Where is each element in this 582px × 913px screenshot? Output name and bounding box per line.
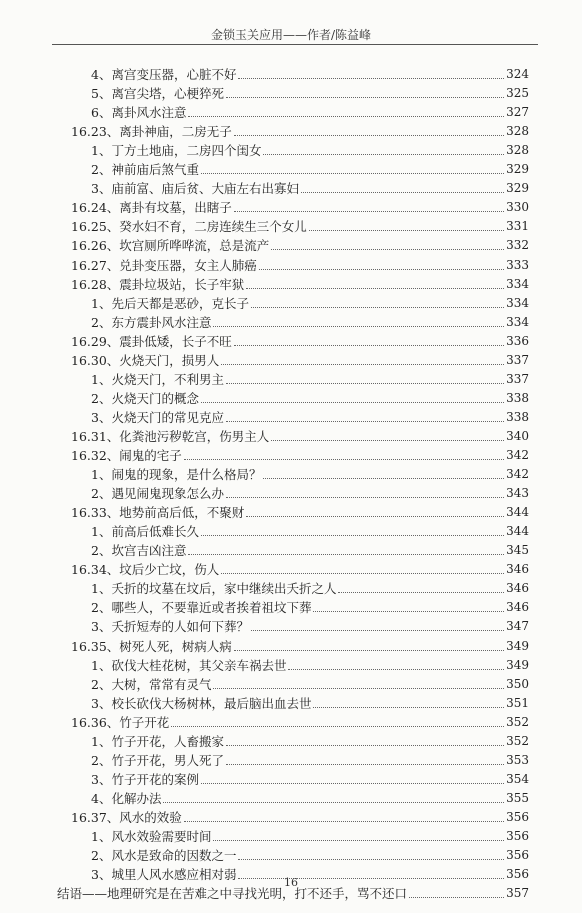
toc-entry-title: 5、离宫尖塔，心梗猝死 bbox=[91, 86, 224, 102]
toc-entry-title: 2、哪些人，不要靠近或者挨着祖坟下葬 bbox=[91, 600, 312, 616]
toc-entry[interactable] bbox=[91, 845, 529, 863]
toc-entry-page: 334 bbox=[506, 276, 529, 291]
toc-entry-title: 4、化解办法 bbox=[91, 790, 162, 806]
toc-entry-title: 1、风水效验需要时间 bbox=[91, 829, 212, 844]
toc-entry[interactable] bbox=[71, 121, 529, 139]
toc-entry-title: 4、离宫变压器，心脏不好 bbox=[91, 67, 237, 82]
toc-entry-page: 338 bbox=[506, 409, 529, 424]
toc-entry-page: 351 bbox=[506, 695, 529, 710]
toc-entry[interactable] bbox=[71, 807, 529, 825]
toc-entry-title: 结语——地理研究是在苦难之中寻找光明，打不还手，骂不还口 bbox=[57, 886, 408, 902]
toc-entry[interactable] bbox=[91, 464, 529, 482]
toc-entry[interactable] bbox=[71, 235, 529, 253]
toc-entry[interactable] bbox=[91, 693, 529, 711]
toc-entry[interactable] bbox=[91, 369, 529, 387]
dot-leader bbox=[238, 78, 504, 79]
toc-entry-page: 334 bbox=[506, 314, 529, 329]
toc-entry-page: 349 bbox=[506, 657, 529, 672]
toc-entry-page: 338 bbox=[506, 390, 529, 405]
toc-entry-title: 16.36、竹子开花 bbox=[71, 714, 170, 730]
dot-leader bbox=[409, 897, 504, 898]
toc-entry[interactable] bbox=[71, 255, 529, 273]
toc-entry[interactable] bbox=[91, 293, 529, 311]
dot-leader bbox=[221, 364, 504, 365]
header-rule bbox=[52, 44, 538, 45]
toc-entry-title: 2、遇见闹鬼现象怎么办 bbox=[91, 486, 224, 502]
toc-entry[interactable] bbox=[91, 312, 529, 330]
toc-entry-title: 2、风水是致命的因数之一 bbox=[91, 848, 237, 864]
toc-entry-page: 352 bbox=[506, 733, 529, 748]
toc-entry[interactable] bbox=[91, 64, 529, 82]
toc-entry-title: 3、火烧天门的常见克应 bbox=[91, 409, 224, 425]
dot-leader bbox=[226, 764, 504, 765]
toc-entry[interactable] bbox=[91, 616, 529, 634]
toc-entry-title: 16.28、震卦垃圾站，长子牢狱 bbox=[71, 276, 245, 292]
toc-entry-title: 2、火烧天门的概念 bbox=[91, 390, 199, 406]
dot-leader bbox=[313, 707, 504, 708]
toc-entry-page: 356 bbox=[506, 867, 529, 882]
toc-entry-page: 345 bbox=[506, 543, 529, 558]
toc-entry-page: 336 bbox=[506, 333, 529, 348]
toc-entry[interactable] bbox=[91, 407, 529, 425]
toc-entry-page: 346 bbox=[506, 600, 529, 615]
toc-entry-page: 352 bbox=[506, 714, 529, 729]
toc-entry[interactable] bbox=[91, 83, 529, 101]
toc-entry[interactable] bbox=[91, 769, 529, 787]
toc-entry-page: 342 bbox=[506, 467, 529, 482]
dot-leader bbox=[251, 630, 504, 631]
toc-entry-page: 356 bbox=[506, 829, 529, 843]
toc-entry[interactable] bbox=[71, 445, 529, 463]
toc-entry-title: 16.24、离卦有坟墓，出瞎子 bbox=[71, 200, 232, 216]
dot-leader bbox=[271, 440, 504, 441]
toc-entry-title: 16.23、离卦神庙，二房无子 bbox=[71, 124, 232, 140]
dot-leader bbox=[226, 383, 504, 384]
toc-entry[interactable] bbox=[91, 178, 529, 196]
toc-entry-page: 340 bbox=[506, 428, 529, 443]
dot-leader bbox=[338, 592, 504, 593]
toc-entry-page: 343 bbox=[506, 486, 529, 501]
dot-leader bbox=[234, 135, 504, 136]
toc-entry-page: 353 bbox=[506, 752, 529, 767]
toc-entry-page: 356 bbox=[506, 809, 529, 824]
dot-leader bbox=[246, 288, 504, 289]
dot-leader bbox=[171, 726, 504, 727]
toc-entry-page: 334 bbox=[506, 295, 529, 310]
toc-entry-page: 329 bbox=[506, 162, 529, 177]
toc-entry-title: 16.37、风水的效验 bbox=[71, 809, 182, 825]
toc-entry[interactable] bbox=[91, 655, 529, 673]
toc-entry-title: 3、城里人风水感应相对弱 bbox=[91, 867, 237, 883]
toc-entry-title: 3、夭折短寿的人如何下葬？ bbox=[91, 619, 249, 635]
dot-leader bbox=[259, 269, 504, 270]
toc-entry-title: 1、先后天都是恶砂，克长子 bbox=[91, 295, 249, 311]
toc-entry-title: 16.34、坟后少亡坟，伤人 bbox=[71, 562, 220, 578]
toc-entry-title: 1、夭折的坟墓在坟后，家中继续出夭折之人 bbox=[91, 581, 337, 597]
toc-entry[interactable] bbox=[91, 521, 529, 539]
toc-entry-page: 332 bbox=[506, 238, 529, 253]
toc-entry-title: 1、前高后低难长久 bbox=[91, 524, 199, 540]
toc-entry[interactable] bbox=[91, 388, 529, 406]
toc-entry-title: 16.27、兑卦变压器，女主人肺癌 bbox=[71, 257, 257, 273]
toc-entry[interactable] bbox=[71, 331, 529, 349]
toc-entry-title: 2、竹子开花，男人死了 bbox=[91, 752, 224, 768]
toc-entry[interactable] bbox=[91, 597, 529, 615]
dot-leader bbox=[288, 669, 504, 670]
toc-entry[interactable] bbox=[71, 502, 529, 520]
dot-leader bbox=[271, 249, 504, 250]
toc-entry[interactable] bbox=[91, 674, 529, 692]
toc-entry-page: 333 bbox=[506, 257, 529, 272]
toc-entry-page: 347 bbox=[506, 619, 529, 634]
toc-entry[interactable] bbox=[91, 140, 529, 158]
toc-entry[interactable] bbox=[91, 788, 529, 806]
dot-leader bbox=[213, 688, 504, 689]
toc-entry[interactable] bbox=[71, 350, 529, 368]
toc-entry[interactable] bbox=[71, 426, 529, 444]
toc-entry-title: 2、大树，常常有灵气 bbox=[91, 676, 212, 692]
toc-entry-page: 349 bbox=[506, 638, 529, 653]
toc-entry-page: 346 bbox=[506, 562, 529, 577]
dot-leader bbox=[226, 497, 504, 498]
toc-entry-title: 2、东方震卦风水注意 bbox=[91, 314, 212, 330]
dot-leader bbox=[201, 535, 504, 536]
toc-entry-title: 1、火烧天门，不利男主 bbox=[91, 371, 224, 387]
toc-entry-page: 344 bbox=[506, 524, 529, 539]
toc-entry-page: 346 bbox=[506, 581, 529, 596]
toc-entry-title: 3、校长砍伐大杨树林，最后脑出血去世 bbox=[91, 695, 312, 711]
dot-leader bbox=[213, 840, 504, 841]
toc-entry-title: 2、神前庙后煞气重 bbox=[91, 162, 199, 178]
toc-entry[interactable] bbox=[71, 274, 529, 292]
toc-entry[interactable] bbox=[91, 578, 529, 596]
toc-entry-title: 16.29、震卦低矮，长子不旺 bbox=[71, 333, 232, 349]
dot-leader bbox=[201, 402, 504, 403]
toc-entry-title: 16.35、树死人死，树病人病 bbox=[71, 638, 232, 654]
toc-entry[interactable] bbox=[71, 636, 529, 654]
toc-entry[interactable] bbox=[71, 559, 529, 577]
toc-entry-page: 337 bbox=[506, 371, 529, 386]
toc-entry-page: 325 bbox=[506, 86, 529, 101]
dot-leader bbox=[226, 97, 504, 98]
dot-leader bbox=[251, 307, 504, 308]
toc-entry-page: 356 bbox=[506, 848, 529, 863]
toc-entry-title: 16.30、火烧天门，损男人 bbox=[71, 352, 220, 368]
dot-leader bbox=[188, 116, 504, 117]
toc-entry-title: 3、竹子开花的案例 bbox=[91, 771, 199, 787]
toc-entry[interactable] bbox=[91, 159, 529, 177]
dot-leader bbox=[234, 650, 504, 651]
toc-entry-title: 2、坎宫吉凶注意 bbox=[91, 543, 187, 559]
dot-leader bbox=[263, 478, 504, 479]
dot-leader bbox=[309, 230, 504, 231]
dot-leader bbox=[246, 516, 504, 517]
dot-leader bbox=[234, 345, 504, 346]
toc-entry-title: 1、砍伐大桂花树，其父亲车祸去世 bbox=[91, 657, 287, 673]
toc-entry-page: 328 bbox=[506, 124, 529, 139]
toc-entry-page: 354 bbox=[506, 771, 529, 786]
toc-entry[interactable] bbox=[91, 483, 529, 501]
dot-leader bbox=[313, 611, 504, 612]
toc-entry[interactable] bbox=[71, 216, 529, 234]
toc-entry[interactable] bbox=[71, 712, 529, 730]
dot-leader bbox=[226, 745, 504, 746]
toc-entry-title: 16.26、坎宫厕所哗哗流，总是流产 bbox=[71, 238, 270, 254]
dot-leader bbox=[184, 459, 504, 460]
toc-entry-title: 1、丁方土地庙，二房四个闺女 bbox=[91, 143, 262, 159]
toc-entry-page: 327 bbox=[506, 105, 529, 120]
toc-entry-title: 16.25、癸水妇不育，二房连续生三个女儿 bbox=[71, 219, 307, 235]
toc-entry[interactable] bbox=[91, 750, 529, 768]
toc-entry[interactable] bbox=[91, 731, 529, 749]
dot-leader bbox=[238, 859, 504, 860]
dot-leader bbox=[188, 554, 504, 555]
toc-entry-title: 1、竹子开花，人畜搬家 bbox=[91, 733, 224, 749]
toc-entry[interactable] bbox=[91, 102, 529, 120]
toc-entry-title: 16.32、闹鬼的宅子 bbox=[71, 448, 182, 463]
running-header: 金锁玉关应用——作者/陈益峰 bbox=[210, 28, 372, 42]
toc-entry[interactable] bbox=[91, 540, 529, 558]
toc-entry-title: 3、庙前富、庙后贫、大庙左右出寡妇 bbox=[91, 181, 299, 197]
toc-entry[interactable] bbox=[71, 197, 529, 215]
dot-leader bbox=[263, 154, 504, 155]
toc-entry-page: 329 bbox=[506, 181, 529, 196]
toc-entry-page: 355 bbox=[506, 790, 529, 805]
dot-leader bbox=[213, 326, 504, 327]
toc-entry-page: 324 bbox=[506, 67, 529, 81]
dot-leader bbox=[226, 421, 504, 422]
page-number: 16 bbox=[284, 876, 298, 889]
dot-leader bbox=[201, 783, 504, 784]
dot-leader bbox=[201, 173, 504, 174]
dot-leader bbox=[221, 573, 504, 574]
dot-leader bbox=[234, 211, 504, 212]
toc-entry-page: 357 bbox=[506, 886, 529, 901]
dot-leader bbox=[163, 802, 504, 803]
dot-leader bbox=[301, 192, 504, 193]
toc-entry-page: 350 bbox=[506, 676, 529, 691]
toc-entry-title: 1、闹鬼的现象，是什么格局？ bbox=[91, 467, 262, 483]
toc-entry[interactable] bbox=[91, 826, 529, 844]
toc-entry-title: 16.31、化粪池污秽乾宫，伤男主人 bbox=[71, 428, 270, 444]
toc-entry-page: 330 bbox=[506, 200, 529, 215]
toc-entry-page: 328 bbox=[506, 143, 529, 158]
toc-entry-page: 331 bbox=[506, 219, 529, 234]
toc-entry-page: 342 bbox=[506, 448, 529, 462]
toc-entry-title: 16.33、地势前高后低，不聚财 bbox=[71, 505, 245, 521]
toc-entry-page: 337 bbox=[506, 352, 529, 367]
toc-entry-title: 6、离卦风水注意 bbox=[91, 105, 187, 121]
toc-entry-page: 344 bbox=[506, 505, 529, 520]
dot-leader bbox=[184, 821, 504, 822]
